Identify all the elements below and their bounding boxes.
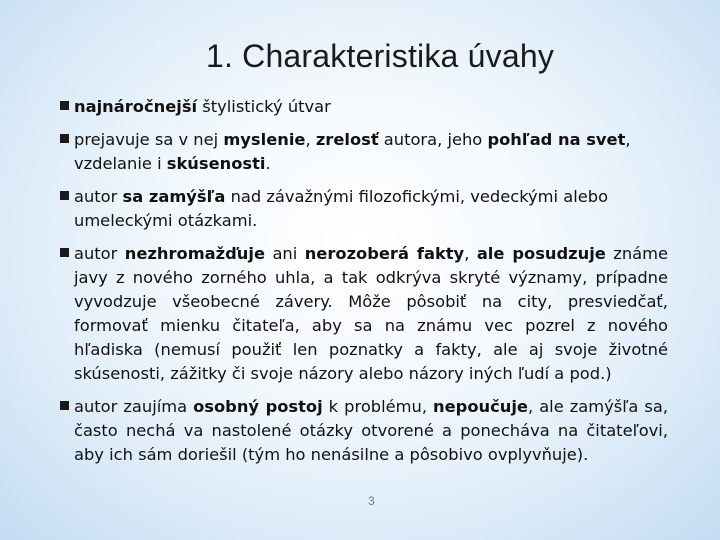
bullet-item [58, 185, 668, 233]
text-run: , [464, 244, 477, 263]
text-run: štylistický útvar [197, 97, 331, 116]
bold-phrase: osobný postoj [193, 397, 323, 416]
text-run: autora, jeho [378, 130, 488, 149]
bold-phrase: zrelosť [315, 130, 379, 149]
bold-phrase: ale posudzuje [476, 244, 606, 263]
bullet-text [74, 185, 668, 233]
bold-phrase: nerozoberá fakty [304, 244, 465, 263]
slide-title: 1. Charakteristika úvahy [205, 38, 555, 74]
bullet-list [58, 95, 668, 476]
bold-phrase: myslenie [223, 130, 306, 149]
bullet-text [74, 242, 668, 386]
text-run: , ale zamýšľa sa, často nechá va nastolené otázky otvorené a ponecháva na čitateľovi, aby ich sám doriešil (tým ho nenásilne a pôsobivo ovplyvňuje). [74, 397, 668, 464]
text-run: autor [74, 244, 125, 263]
text-run: , [305, 130, 316, 149]
text-run: nad závažnými filozofickými, vedeckými alebo umeleckými otázkami. [74, 187, 609, 230]
bold-phrase: sa zamýšľa [122, 187, 226, 206]
text-run: známe javy z nového zorného uhla, a tak odkrýva skryté významy, prípadne vyvodzuje všeobecné závery. Môže pôsobiť na city, presviedčať, formovať mienku čitateľa, aby sa na známu vec pozrel z nového hľadiska (nemusí použiť len poznatky a fakty, ale aj svoje životné skúsenosti, zážitky či svoje názory alebo názory iných ľudí a pod.) [74, 244, 668, 383]
bullet-square-icon [60, 134, 69, 143]
bullet-square-icon [60, 101, 69, 110]
text-run: ani [265, 244, 305, 263]
bold-phrase: skúsenosti [166, 154, 266, 173]
bullet-item [58, 128, 668, 176]
bold-phrase: najnáročnejší [74, 97, 198, 116]
bold-phrase: nepoučuje [433, 397, 528, 416]
text-run: prejavuje sa v nej [74, 130, 224, 149]
bullet-text [74, 395, 668, 467]
text-run: , vzdelanie i [74, 130, 631, 173]
bullet-text [74, 128, 668, 176]
text-run: . [265, 154, 271, 173]
bullet-square-icon [60, 191, 69, 200]
bullet-item [58, 95, 668, 119]
bullet-item [58, 242, 668, 386]
text-run: autor [74, 187, 123, 206]
page-number: 3 [368, 494, 375, 508]
bullet-square-icon [60, 401, 69, 410]
bold-phrase: nezhromažďuje [124, 244, 265, 263]
bullet-item [58, 395, 668, 467]
bullet-text [74, 95, 668, 119]
bold-phrase: pohľad na svet [487, 130, 626, 149]
text-run: autor zaujíma [74, 397, 194, 416]
text-run: k problému, [322, 397, 434, 416]
bullet-square-icon [60, 248, 69, 257]
